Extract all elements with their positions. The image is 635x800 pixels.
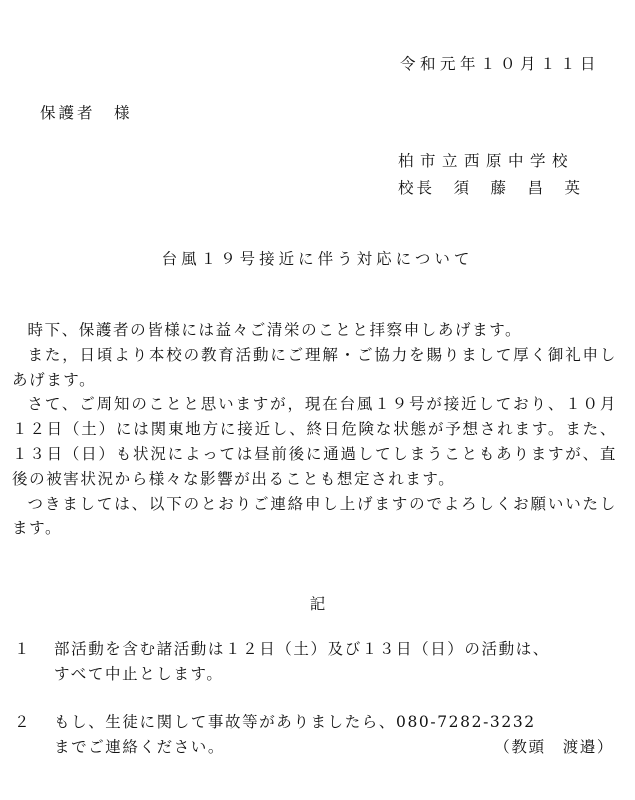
document-title: 台風１９号接近に伴う対応について xyxy=(161,250,474,268)
body-paragraph-typhoon-info: さて、ご周知のことと思いますが，現在台風１９号が接近しており、１０月１２日（土）には関東地方に接近し、終日危険な状態が予想されます。また、１３日（日）も状況によっては昼前後に通過してしまうこともありますが、直後の被害状況から様々な影響が出ることも想定されます。 xyxy=(12,395,617,488)
document-body xyxy=(12,318,617,541)
body-paragraph-thanks: また，日頃より本校の教育活動にご理解・ご協力を賜りまして厚く御礼申しあげます。 xyxy=(12,345,617,389)
item-number: ２ xyxy=(14,713,32,731)
ki-heading: 記 xyxy=(309,595,326,613)
sender-school: 柏市立西原中学校 xyxy=(398,152,575,170)
body-paragraph-request: つきましては、以下のとおりご連絡申し上げますのでよろしくお願いいたします。 xyxy=(12,494,617,538)
item-line: もし、生徒に関して事故等がありましたら、080-7282-3232 xyxy=(54,713,536,731)
item-line: までご連絡ください。 xyxy=(54,737,226,756)
item-line: 部活動を含む諸活動は１２日（土）及び１３日（日）の活動は、 xyxy=(54,640,550,658)
document-date: 令和元年１０月１１日 xyxy=(399,55,600,73)
body-paragraph-greeting: 時下、保護者の皆様には益々ご清栄のことと拝察申しあげます。 xyxy=(27,321,523,339)
contact-person: （教頭 渡邉） xyxy=(494,737,614,756)
sender-principal: 校長 須 藤 昌 英 xyxy=(398,179,584,197)
item-line: すべて中止とします。 xyxy=(54,664,224,683)
item-number: １ xyxy=(14,640,32,658)
addressee: 保護者 様 xyxy=(40,104,133,122)
